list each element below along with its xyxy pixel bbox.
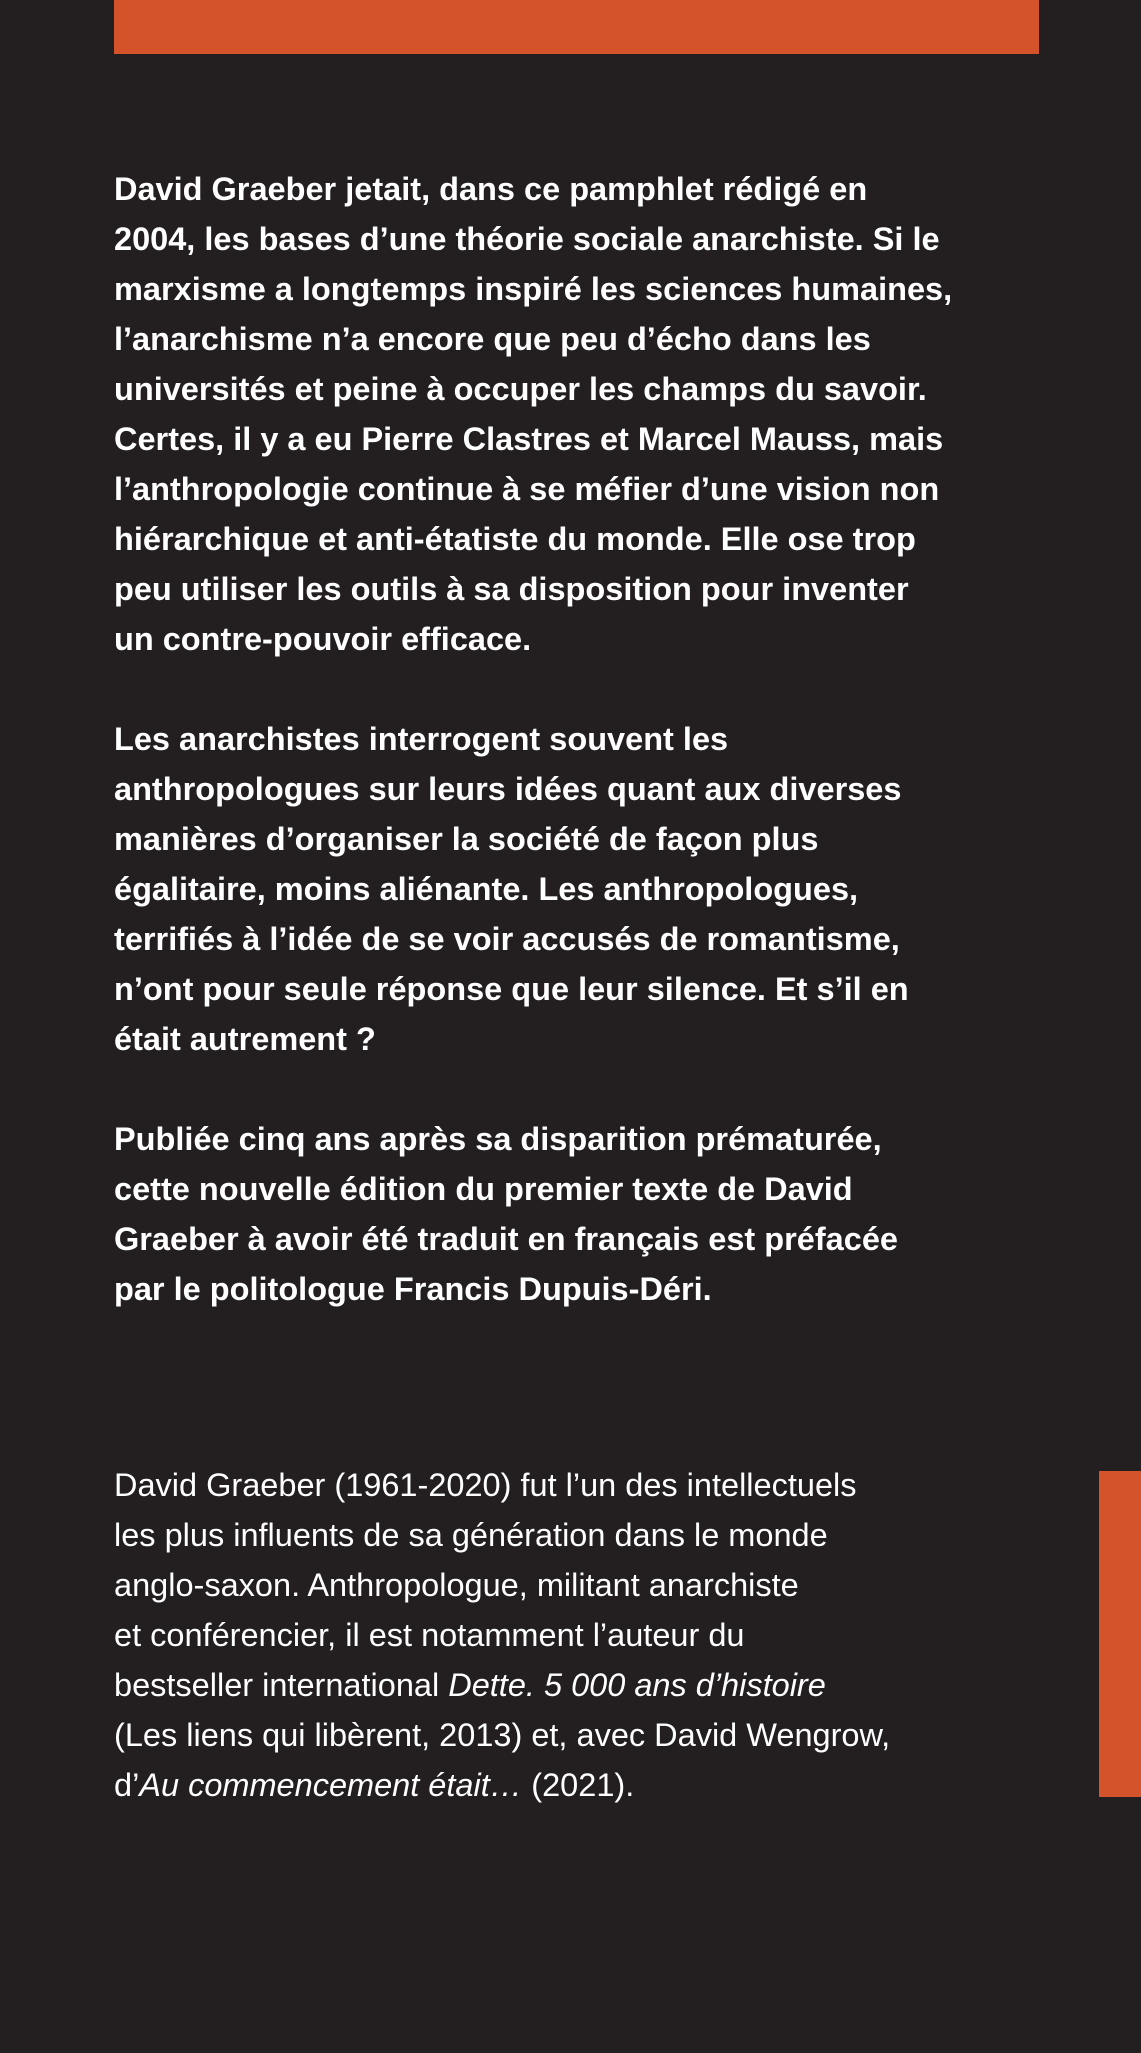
blurb-paragraph-3: Publiée cinq ans après sa disparition prématurée, cette nouvelle édition du premier texte de David Graeber à avoir été traduit en français est préfacée par le politologue Francis Dupuis-Déri.: [114, 1121, 898, 1307]
author-bio-line: [114, 1760, 1049, 1810]
back-cover-blurb: [114, 164, 1049, 1364]
blurb-paragraph-1: David Graeber jetait, dans ce pamphlet rédigé en 2004, les bases d’une théorie sociale anarchiste. Si le marxisme a longtemps inspiré les sciences humaines, l’anarchisme n’a encore que peu d’écho dans les universités et peine à occuper les champs du savoir. Certes, il y a eu Pierre Clastres et Marcel Mauss, mais l’anthropologie continue à se méfier d’une vision non hiérarchique et anti-étatiste du monde. Elle ose trop peu utiliser les outils à sa disposition pour inventer un contre-pouvoir efficace.: [114, 171, 953, 657]
author-bio-line: [114, 1660, 1049, 1710]
author-bio-line: les plus influents de sa génération dans le monde: [114, 1517, 828, 1553]
author-bio-text: d’: [114, 1767, 140, 1803]
top-accent-bar: [114, 0, 1039, 54]
author-bio: [114, 1460, 1049, 1810]
author-bio-text: bestseller international: [114, 1667, 449, 1703]
author-bio-line: anglo-saxon. Anthropologue, militant anarchiste: [114, 1567, 799, 1603]
author-bio-text: (2021).: [522, 1767, 635, 1803]
book-title-dette: Dette. 5 000 ans d’histoire: [448, 1667, 826, 1703]
book-title-au-commencement: Au commencement était…: [139, 1767, 523, 1803]
author-bio-line: et conférencier, il est notamment l’auteur du: [114, 1617, 745, 1653]
blurb-paragraph-2: Les anarchistes interrogent souvent les anthropologues sur leurs idées quant aux diverses manières d’organiser la société de façon plus égalitaire, moins aliénante. Les anthropologues, terrifiés à l’idée de se voir accusés de romantisme, n’ont pour seule réponse que leur silence. Et s’il en était autrement ?: [114, 721, 909, 1057]
side-accent-bar: [1099, 1471, 1141, 1797]
author-bio-line: David Graeber (1961-2020) fut l’un des intellectuels: [114, 1467, 857, 1503]
author-bio-line: (Les liens qui libèrent, 2013) et, avec David Wengrow,: [114, 1717, 891, 1753]
